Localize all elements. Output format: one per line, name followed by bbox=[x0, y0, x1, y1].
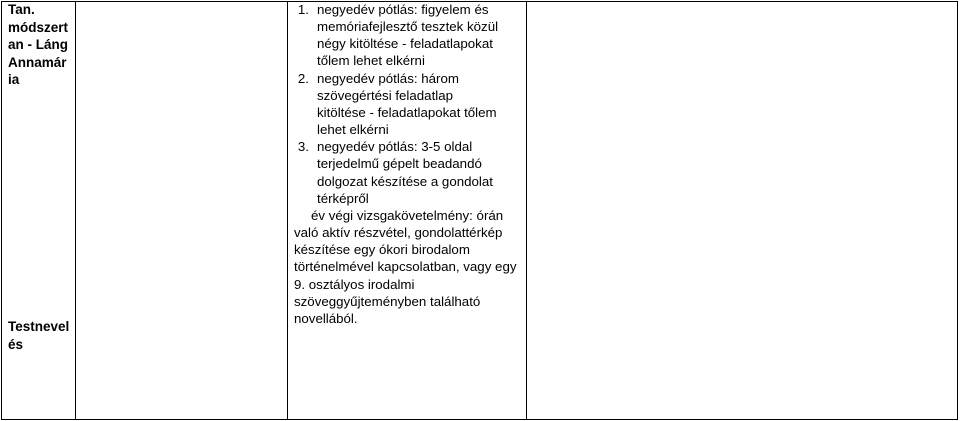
list-number: 3. bbox=[297, 139, 309, 155]
subject-cell-top bbox=[8, 1, 72, 89]
list-line: szövegértési feladatlap bbox=[317, 87, 454, 103]
paragraph-line: 9. osztályos irodalmi bbox=[294, 276, 415, 292]
paragraph-line: való aktív részvétel, gondolattérkép bbox=[294, 225, 503, 241]
subject-line: és bbox=[8, 336, 24, 352]
list-line: négy kitöltése - feladatlapokat bbox=[317, 36, 493, 52]
subject-line: Annamár bbox=[8, 54, 67, 70]
list-line: negyedév pótlás: figyelem és bbox=[317, 2, 489, 17]
paragraph-line: készítése egy ókori birodalom bbox=[294, 242, 470, 258]
table-divider-3 bbox=[526, 1, 527, 420]
paragraph-line: év végi vizsgakövetelmény: órán bbox=[311, 207, 504, 223]
table-border-bottom bbox=[1, 419, 958, 420]
list-item bbox=[294, 1, 520, 70]
list-line: dolgozat készítése a gondolat bbox=[317, 173, 493, 189]
table-border-left bbox=[1, 1, 2, 420]
paragraph-line: történelmével kapcsolatban, vagy egy bbox=[294, 259, 517, 275]
table-divider-1 bbox=[75, 1, 76, 420]
paragraph-line: szöveggyűjteményben található bbox=[294, 293, 481, 309]
list-line: negyedév pótlás: 3-5 oldal bbox=[317, 139, 473, 155]
paragraph-line: novellából. bbox=[294, 310, 358, 326]
subject-line: ia bbox=[8, 72, 20, 87]
list-number: 1. bbox=[297, 2, 309, 17]
list-line: lehet elkérni bbox=[317, 122, 389, 138]
list-line: tőlem lehet elkérni bbox=[317, 53, 425, 69]
list-line: negyedév pótlás: három bbox=[317, 70, 459, 86]
subject-line: an - Láng bbox=[8, 37, 68, 52]
list-line: térképről bbox=[317, 190, 369, 206]
subject-line: Testnevel bbox=[8, 319, 70, 334]
list-line: kitöltése - feladatlapokat tőlem bbox=[317, 104, 497, 120]
list-line: terjedelmű gépelt beadandó bbox=[317, 156, 482, 172]
list-number: 2. bbox=[297, 70, 309, 86]
list-item bbox=[294, 138, 520, 207]
requirements-cell bbox=[294, 1, 520, 327]
subject-cell-bottom bbox=[8, 318, 72, 353]
list-item bbox=[294, 70, 520, 139]
list-line: memóriafejlesztő tesztek közül bbox=[317, 19, 499, 35]
table-border-right bbox=[957, 1, 958, 420]
table-divider-2 bbox=[287, 1, 288, 420]
subject-line: Tan. bbox=[8, 2, 35, 17]
subject-line: módszert bbox=[8, 19, 69, 35]
